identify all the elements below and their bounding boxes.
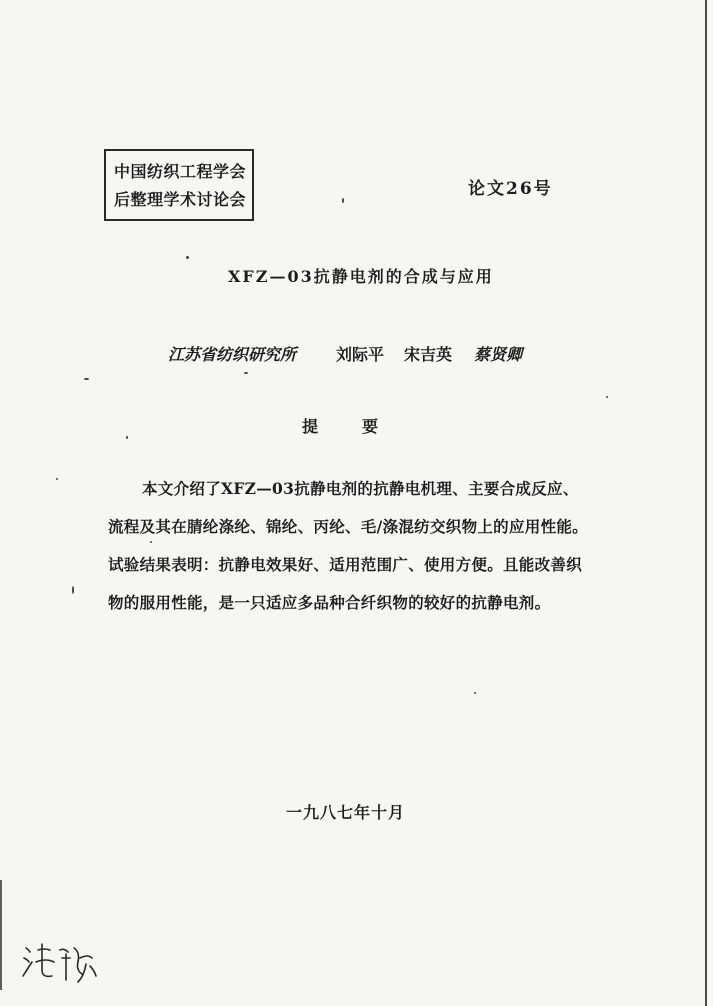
abstract-line: 物的服用性能，是一只适应多品种合纤织物的较好的抗静电剂。 [108,593,551,612]
scan-speck [56,478,58,480]
affiliation: 江苏省纺织研究所 [168,345,297,364]
author-3: 蔡贤卿 [474,345,523,364]
handwritten-signature [20,940,110,992]
scan-edge-line [705,0,707,1006]
conference-box [104,149,254,221]
abstract-line: 流程及其在腈纶涤纶、锦纶、丙纶、毛/涤混纺交织物上的应用性能。 [108,517,588,536]
author-1: 刘际平 [336,345,385,364]
paper-title: XFZ—03抗静电剂的合成与应用 [228,267,494,286]
handwritten-signature-drawing [20,940,110,988]
author-2: 宋吉英 [404,345,453,364]
scan-speck [84,378,89,380]
scan-speck [342,198,344,203]
scan-speck [606,396,608,398]
abstract-line: 本文介绍了XFZ—03抗静电剂的抗静电机理、主要合成反应、 [142,479,579,498]
abstract-heading: 提要 [302,417,423,436]
publication-date: 一九八七年十月 [286,803,406,822]
scan-left-mark [0,880,2,990]
conference-line-1: 中国纺织工程学会 [114,162,247,181]
scan-speck [126,436,128,439]
scan-speck [244,372,248,374]
scan-speck [186,256,189,259]
conference-line-2: 后整理学术讨论会 [114,190,247,209]
abstract-line: 试验结果表明：抗静电效果好、适用范围广、使用方便。且能改善织 [108,555,583,574]
scan-speck [474,692,476,694]
abstract-body [108,470,656,622]
scan-speck [72,586,74,594]
paper-number: 论文26号 [468,179,553,199]
